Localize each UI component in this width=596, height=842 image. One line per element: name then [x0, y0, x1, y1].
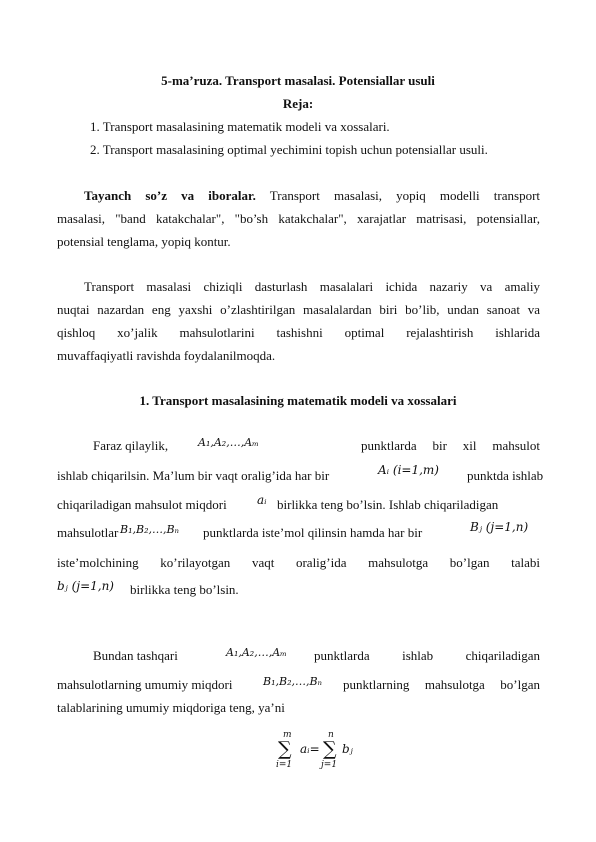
para2-line2-end: punktlarning mahsulotga bo’lgan: [343, 677, 540, 692]
para1-line1-end: punktlarda bir xil mahsulot: [361, 438, 540, 453]
math-A-list-2: A₁,A₂,…,Aₘ: [226, 646, 287, 659]
sum-upper-n: n: [328, 730, 334, 740]
intro-line-3: qishloq xo’jalik mahsulotlarini tashishni optimal rejalashtirish ishlarida: [57, 325, 540, 340]
intro-line-2: nuqtai nazardan eng yaxshi o’zlashtirilgan masalalardan biri bo’lib, undan sanoat va: [57, 302, 540, 317]
para1-line2-start: ishlab chiqarilsin. Ma’lum bir vaqt oralig’ida har bir: [57, 468, 330, 483]
math-Ai-range: Aᵢ (i=1,m): [378, 463, 439, 477]
para1-line1-start: Faraz qilaylik,: [93, 438, 169, 453]
sigma-symbol-left: ∑: [278, 738, 292, 760]
math-Bj-range: Bⱼ (j=1,n): [470, 520, 529, 534]
sum-upper-m: m: [283, 730, 292, 740]
plan-heading: Reja:: [282, 96, 314, 111]
para1-line2-end: punktda ishlab: [467, 468, 544, 483]
para1-line4-start: mahsulotlar: [57, 525, 119, 540]
para2-line1-start: Bundan tashqari: [93, 648, 178, 663]
para1-line4-end: punktlarda iste’mol qilinsin hamda har bir: [203, 525, 423, 540]
para2-line2-start: mahsulotlarning umumiy miqdori: [57, 677, 233, 692]
keywords-line-1: Tayanch so’z va iboralar. Transport masalasi, yopiq modelli transport: [84, 188, 541, 203]
para1-line3-start: chiqariladigan mahsulot miqdori: [57, 497, 227, 512]
intro-line-1: Transport masalasi chiziqli dasturlash masalalari ichida nazariy va amaliy: [84, 279, 540, 294]
sum-lower-j: j=1: [321, 760, 338, 770]
keywords-label: Tayanch so’z va iboralar.: [84, 188, 256, 203]
lecture-title: 5-ma’ruza. Transport masalasi. Potensiallar usuli: [161, 73, 435, 88]
para2-line1-end: punktlarda ishlab chiqariladigan: [314, 648, 540, 663]
summation-formula: [272, 730, 372, 774]
math-ai: aᵢ: [257, 493, 267, 507]
sum-lower-i: i=1: [276, 760, 293, 770]
plan-item-2: 2. Transport masalasining optimal yechimini topish uchun potensiallar usuli.: [90, 142, 488, 157]
plan-item-1: 1. Transport masalasining matematik modeli va xossalari.: [90, 119, 390, 134]
sum-body-left: aᵢ=: [300, 742, 320, 756]
section-heading: 1. Transport masalasining matematik modeli va xossalari: [139, 393, 457, 408]
math-bj-range: bⱼ (j=1,n): [57, 579, 114, 593]
math-B-list-2: B₁,B₂,…,Bₙ: [263, 675, 323, 688]
para1-line5: iste’molchining ko’rilayotgan vaqt oralig’ida mahsulotga bo’lgan talabi: [57, 555, 540, 570]
para2-line3: talablarining umumiy miqdoriga teng, ya’ni: [57, 700, 285, 715]
keywords-line-2: masalasi, "band katakchalar", "bo’sh katakchalar", xarajatlar matrisasi, potensiallar,: [57, 211, 540, 226]
para1-line3-end: birlikka teng bo’lsin. Ishlab chiqariladigan: [277, 497, 499, 512]
sigma-symbol-right: ∑: [323, 738, 337, 760]
keywords-line-3: potensial tenglama, yopiq kontur.: [57, 234, 231, 249]
para1-line6: birlikka teng bo’lsin.: [130, 582, 239, 597]
intro-line-4: muvaffaqiyatli ravishda foydalanilmoqda.: [57, 348, 276, 363]
math-A-list: A₁,A₂,…,Aₘ: [198, 436, 259, 449]
math-B-list: B₁,B₂,…,Bₙ: [120, 523, 180, 536]
sum-body-right: bⱼ: [342, 742, 353, 756]
